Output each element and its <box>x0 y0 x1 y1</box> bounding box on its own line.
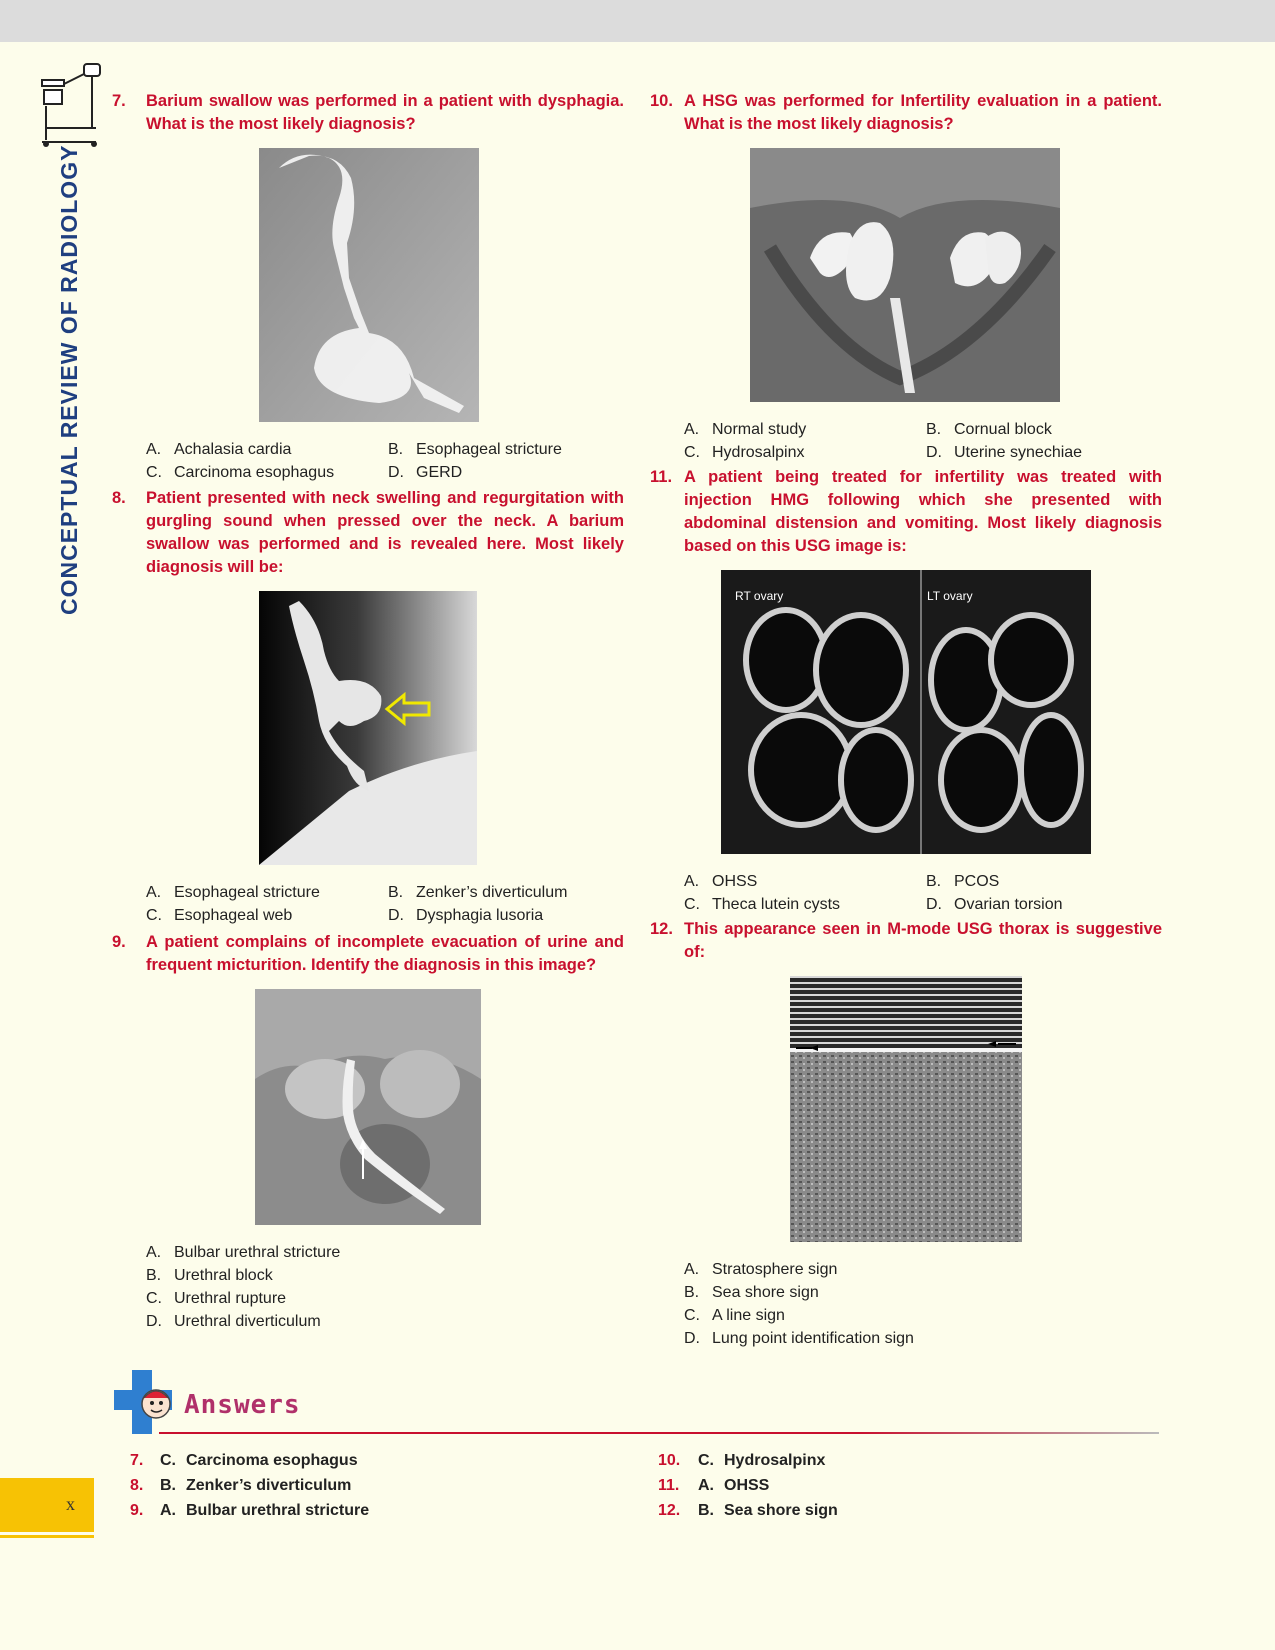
option[interactable]: D. Uterine synechiae <box>926 444 1083 461</box>
options-list <box>684 870 1162 916</box>
question-8 <box>112 487 624 927</box>
lt-ovary-label: LT ovary <box>927 589 973 603</box>
answer-row: 10. C. Hydrosalpinx <box>658 1452 826 1469</box>
answer-row: 9. A. Bulbar urethral stricture <box>130 1502 370 1519</box>
option[interactable]: C. Theca lutein cysts <box>684 896 841 913</box>
question-number: 9. <box>112 933 126 951</box>
question-number: 10. <box>650 92 673 110</box>
question-number: 12. <box>650 920 673 938</box>
option[interactable]: B. Sea shore sign <box>684 1284 819 1301</box>
option[interactable]: D. GERD <box>388 464 463 481</box>
option[interactable]: A. Normal study <box>684 421 807 438</box>
top-band <box>0 0 1275 42</box>
xray-machine-icon <box>38 62 106 148</box>
option[interactable]: D. Dysphagia lusoria <box>388 907 544 924</box>
answer-row: 7. C. Carcinoma esophagus <box>130 1452 358 1469</box>
option[interactable]: B. Zenker’s diverticulum <box>388 884 568 901</box>
question-9 <box>112 931 624 1333</box>
question-text: Patient presented with neck swelling and regurgitation with gurgling sound when pressed over the neck. A barium swallow was performed and is revealed here. Most likely diagnosis will be: <box>146 489 624 576</box>
answers-divider <box>159 1432 1159 1434</box>
question-text: This appearance seen in M-mode USG thorax is suggestive of: <box>684 920 1162 961</box>
question-text: A patient complains of incomplete evacuation of urine and frequent micturition. Identify the diagnosis in this image? <box>146 933 624 974</box>
option[interactable]: D. Ovarian torsion <box>926 896 1063 913</box>
question-10 <box>650 90 1162 464</box>
option[interactable]: C. Hydrosalpinx <box>684 444 805 461</box>
page-tab-underline <box>0 1535 94 1538</box>
option[interactable]: A. OHSS <box>684 873 758 890</box>
side-title: CONCEPTUAL REVIEW OF RADIOLOGY <box>56 144 82 615</box>
option[interactable]: A. Esophageal stricture <box>146 884 320 901</box>
option[interactable]: A. Stratosphere sign <box>684 1261 838 1278</box>
option[interactable]: D. Urethral diverticulum <box>146 1313 321 1330</box>
option[interactable]: B. Esophageal stricture <box>388 441 562 458</box>
options-list <box>684 418 1162 464</box>
question-12 <box>650 918 1162 1350</box>
answers-right-column <box>658 1448 838 1523</box>
answers-title: Answers <box>184 1390 301 1420</box>
option[interactable]: C. Esophageal web <box>146 907 293 924</box>
page-number-tab <box>0 1478 94 1532</box>
answers-header <box>114 1370 1154 1436</box>
option[interactable]: C. Urethral rupture <box>146 1290 287 1307</box>
option[interactable]: B. PCOS <box>926 873 1000 890</box>
answer-row: 12. B. Sea shore sign <box>658 1502 838 1519</box>
options-list <box>684 1258 1162 1350</box>
option[interactable]: A. Achalasia cardia <box>146 441 292 458</box>
option[interactable]: C. A line sign <box>684 1307 785 1324</box>
question-text: Barium swallow was performed in a patient with dysphagia. What is the most likely diagnosis? <box>146 92 624 133</box>
rt-ovary-label: RT ovary <box>735 589 784 603</box>
option[interactable]: C. Carcinoma esophagus <box>146 464 335 481</box>
options-list <box>146 438 624 484</box>
answer-row: 8. B. Zenker’s diverticulum <box>130 1477 352 1494</box>
question-11 <box>650 466 1162 916</box>
question-number: 11. <box>650 468 673 486</box>
option[interactable]: A. Bulbar urethral stricture <box>146 1244 341 1261</box>
question-number: 7. <box>112 92 126 110</box>
answer-row: 11. A. OHSS <box>658 1477 770 1494</box>
question-text: A patient being treated for infertility was treated with injection HMG following which she presented with abdominal distension and vomiting. Most likely diagnosis based on this USG image is: <box>684 468 1162 555</box>
options-list <box>146 1241 624 1333</box>
barium-swallow-image <box>259 148 479 422</box>
question-text: A HSG was performed for Infertility evaluation in a patient. What is the most likely diagnosis? <box>684 92 1162 133</box>
barium-swallow-neck-image <box>259 591 477 865</box>
page-number: x <box>66 1494 75 1514</box>
option[interactable]: B. Urethral block <box>146 1267 273 1284</box>
usg-ovary-image <box>721 570 1091 854</box>
m-mode-usg-image <box>790 976 1022 1242</box>
question-number: 8. <box>112 489 126 507</box>
urethrogram-image <box>255 989 481 1225</box>
question-7 <box>112 90 624 484</box>
medical-cross-icon <box>114 1370 184 1436</box>
answers-left-column <box>130 1448 369 1523</box>
option[interactable]: B. Cornual block <box>926 421 1052 438</box>
option[interactable]: D. Lung point identification sign <box>684 1330 914 1347</box>
options-list <box>146 881 624 927</box>
hsg-image <box>750 148 1060 402</box>
